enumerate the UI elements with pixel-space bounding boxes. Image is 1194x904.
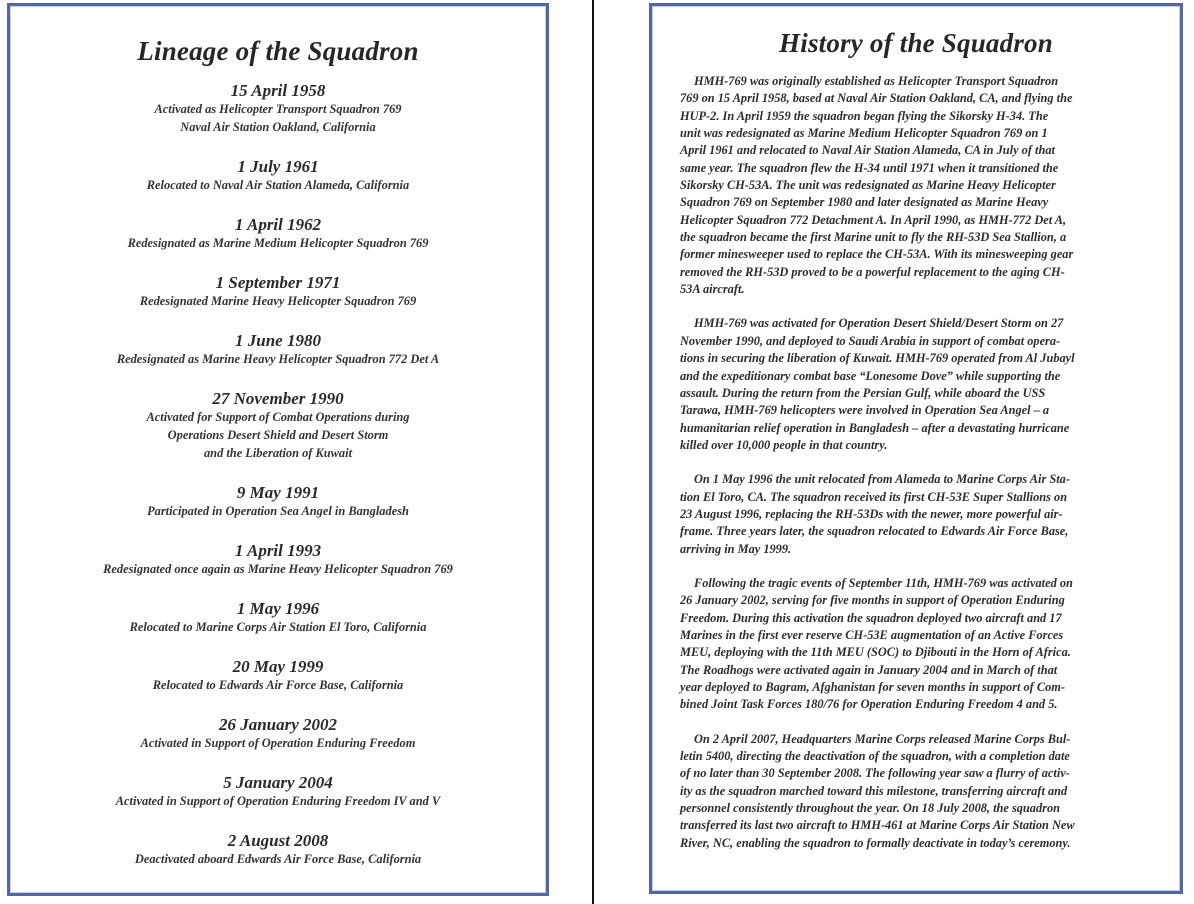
lineage-title: Lineage of the Squadron	[137, 36, 419, 66]
lineage-entry	[10, 215, 546, 252]
lineage-description-line: Participated in Operation Sea Angel in Bangladesh	[147, 504, 409, 518]
lineage-entry	[10, 773, 546, 810]
lineage-description-line: Operations Desert Shield and Desert Storm	[167, 428, 389, 442]
lineage-description-line: Redesignated once again as Marine Heavy Helicopter Squadron 769	[103, 562, 453, 576]
history-line: of no later than 30 September 2008. The following year saw a flurry of activ-	[680, 766, 1070, 781]
history-line: On 2 April 2007, Headquarters Marine Corps released Marine Corps Bul-	[694, 731, 1071, 746]
lineage-description-line: and the Liberation of Kuwait	[203, 446, 353, 460]
history-line: tion El Toro, CA. The squadron received its first CH-53E Super Stallions on	[680, 489, 1068, 504]
history-paragraph	[680, 575, 1146, 714]
history-line: and the expeditionary combat base “Lonesome Dove” while supporting the	[680, 368, 1061, 383]
history-line: the squadron became the first Marine unit to fly the RH-53D Sea Stallion, a	[680, 230, 1067, 245]
page-divider	[592, 0, 594, 904]
lineage-date: 15 April 1958	[230, 81, 326, 100]
lineage-page	[7, 3, 549, 896]
history-body	[652, 59, 1180, 852]
history-line: River, NC, enabling the squadron to formally deactivate in today’s ceremony.	[680, 835, 1071, 850]
history-paragraph	[680, 471, 1146, 558]
history-line: transferred its last two aircraft to HMH-461 at Marine Corps Air Station New	[680, 818, 1075, 833]
history-line: 53A aircraft.	[680, 282, 745, 297]
lineage-entry	[10, 831, 546, 868]
history-line: former minesweeper used to replace the CH-53A. With its minesweeping gear	[680, 247, 1074, 262]
lineage-date: 1 June 1980	[235, 331, 321, 350]
history-line: MEU, deploying with the 11th MEU (SOC) to Djibouti in the Horn of Africa.	[680, 645, 1071, 660]
history-line: 23 August 1996, replacing the RH-53Ds with the newer, more powerful air-	[680, 506, 1063, 521]
lineage-date: 1 May 1996	[236, 599, 320, 618]
history-line: same year. The squadron flew the H-34 until 1971 when it transitioned the	[680, 160, 1059, 175]
lineage-description-line: Redesignated as Marine Heavy Helicopter Squadron 772 Det A	[116, 352, 440, 366]
history-line: killed over 10,000 people in that country.	[680, 437, 888, 452]
lineage-entry	[10, 81, 546, 136]
lineage-description-line: Relocated to Edwards Air Force Base, California	[152, 678, 404, 692]
lineage-description-line: Activated as Helicopter Transport Squadron 769	[154, 102, 402, 116]
history-line: Freedom. During this activation the squadron deployed two aircraft and 17	[680, 610, 1062, 625]
lineage-description-line: Naval Air Station Oakland, California	[180, 120, 376, 134]
history-line: Sikorsky CH-53A. The unit was redesignated as Marine Heavy Helicopter	[680, 178, 1056, 193]
lineage-description-line: Activated for Support of Combat Operations during	[146, 410, 410, 424]
history-line: The Roadhogs were activated again in January 2004 and in March of that	[680, 662, 1058, 677]
history-paragraph	[680, 315, 1146, 454]
history-line: On 1 May 1996 the unit relocated from Alameda to Marine Corps Air Sta-	[694, 472, 1070, 487]
lineage-description-line: Redesignated as Marine Medium Helicopter Squadron 769	[127, 236, 429, 250]
history-line: Tarawa, HMH-769 helicopters were involved in Operation Sea Angel – a	[680, 403, 1050, 418]
history-line: removed the RH-53D proved to be a powerful replacement to the aging CH-	[680, 264, 1065, 279]
history-line: Helicopter Squadron 772 Detachment A. In April 1990, as HMH-772 Det A,	[680, 212, 1067, 227]
history-line: tions in securing the liberation of Kuwait. HMH-769 operated from Al Jubayl	[680, 351, 1075, 366]
history-line: unit was redesignated as Marine Medium Helicopter Squadron 769 on 1	[680, 126, 1048, 141]
history-paragraph	[680, 73, 1146, 298]
lineage-entry	[10, 657, 546, 694]
history-line: personnel consistently throughout the year. On 18 July 2008, the squadron	[680, 801, 1060, 816]
history-paragraph	[680, 731, 1146, 852]
lineage-entry	[10, 483, 546, 520]
history-line: HMH-769 was activated for Operation Desert Shield/Desert Storm on 27	[694, 316, 1064, 331]
lineage-date: 2 August 2008	[227, 831, 329, 850]
history-line: bined Joint Task Forces 180/76 for Operation Enduring Freedom 4 and 5.	[680, 697, 1058, 712]
history-line: letin 5400, directing the deactivation of the squadron, with a completion date	[680, 749, 1070, 764]
lineage-date: 5 January 2004	[223, 773, 333, 792]
lineage-entry	[10, 331, 546, 368]
history-line: humanitarian relief operation in Bangladesh – after a devastating hurricane	[680, 420, 1070, 435]
lineage-description-line: Activated in Support of Operation Enduring Freedom IV and V	[115, 794, 441, 808]
history-line: HMH-769 was originally established as Helicopter Transport Squadron	[694, 74, 1059, 88]
history-page	[649, 3, 1183, 894]
lineage-date: 9 May 1991	[236, 483, 320, 502]
lineage-date: 1 September 1971	[215, 273, 341, 292]
lineage-date: 1 July 1961	[237, 157, 319, 176]
lineage-description-line: Relocated to Naval Air Station Alameda, California	[146, 178, 410, 192]
lineage-list	[10, 81, 546, 868]
lineage-description-line: Activated in Support of Operation Enduring Freedom	[140, 736, 416, 750]
history-title: History of the Squadron	[779, 28, 1053, 58]
lineage-date: 1 April 1962	[234, 215, 322, 234]
lineage-description-line: Deactivated aboard Edwards Air Force Base, California	[134, 852, 422, 866]
lineage-entry	[10, 715, 546, 752]
lineage-date: 20 May 1999	[232, 657, 324, 676]
history-line: Marines in the first ever reserve CH-53E augmentation of an Active Forces	[680, 627, 1064, 642]
history-line: ity as the squadron marched toward this milestone, transferring aircraft and	[680, 783, 1068, 798]
history-line: frame. Three years later, the squadron relocated to Edwards Air Force Base,	[680, 524, 1069, 539]
lineage-entry	[10, 541, 546, 578]
lineage-description-line: Relocated to Marine Corps Air Station El Toro, California	[129, 620, 427, 634]
history-line: April 1961 and relocated to Naval Air Station Alameda, CA in July of that	[680, 143, 1055, 158]
lineage-entry	[10, 389, 546, 462]
lineage-entry	[10, 157, 546, 194]
lineage-date: 27 November 1990	[212, 389, 344, 408]
history-line: 26 January 2002, serving for five months in support of Operation Enduring	[680, 593, 1065, 608]
lineage-entry	[10, 273, 546, 310]
history-line: HUP-2. In April 1959 the squadron began flying the Sikorsky H-34. The	[680, 108, 1049, 123]
lineage-date: 26 January 2002	[218, 715, 338, 734]
history-line: Squadron 769 on September 1980 and later designated as Marine Heavy	[680, 195, 1049, 210]
lineage-entry	[10, 599, 546, 636]
history-line: year deployed to Bagram, Afghanistan for seven months in support of Com-	[680, 680, 1065, 694]
lineage-date: 1 April 1993	[234, 541, 322, 560]
history-line: arriving in May 1999.	[680, 541, 792, 556]
lineage-description-line: Redesignated Marine Heavy Helicopter Squadron 769	[139, 294, 417, 308]
history-line: November 1990, and deployed to Saudi Arabia in support of combat opera-	[680, 333, 1061, 348]
history-line: 769 on 15 April 1958, based at Naval Air Station Oakland, CA, and flying the	[680, 91, 1073, 106]
history-line: Following the tragic events of September 11th, HMH-769 was activated on	[694, 575, 1073, 590]
history-line: assault. During the return from the Persian Gulf, while aboard the USS	[680, 385, 1046, 400]
